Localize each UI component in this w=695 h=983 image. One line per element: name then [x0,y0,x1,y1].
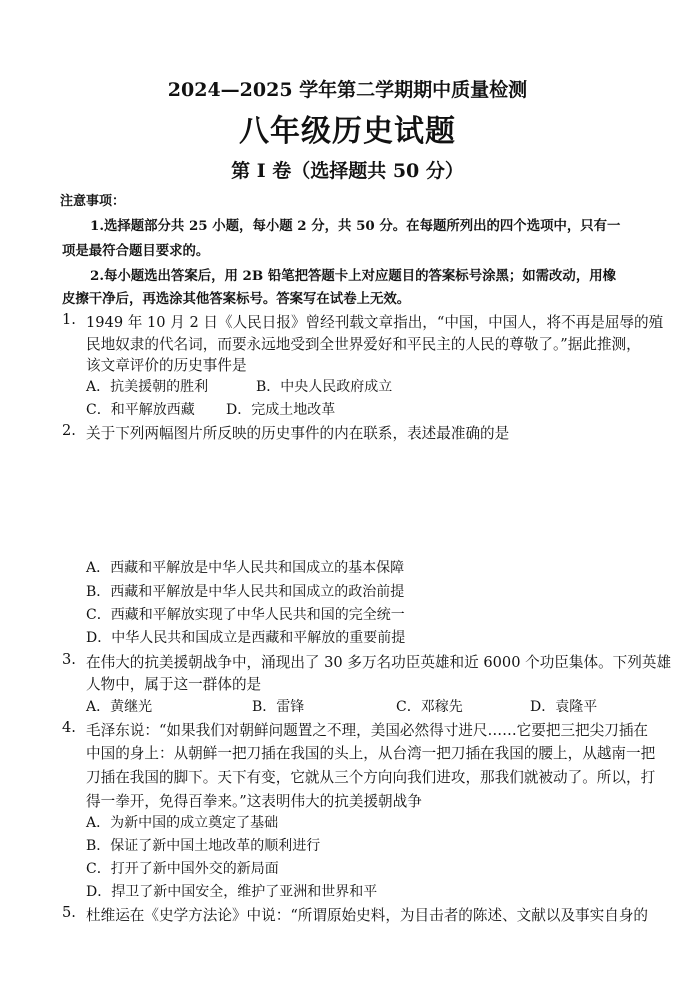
note-1-line-2: 项是最符合题目要求的。 [62,243,210,259]
question-4-line-4: 得一拳开，免得百拳来。”这表明伟大的抗美援朝战争 [86,793,422,810]
notes-heading: 注意事项： [60,194,126,209]
question-3-option-d: D．袁隆平 [530,699,598,715]
question-2-number: 2. [62,422,76,439]
question-1-line-2: 民地奴隶的代名词，而要永远地受到全世界爱好和平民主的人民的尊敬了。”据此推测， [86,336,641,353]
question-5-line-1: 杜维运在《史学方法论》中说：“所谓原始史料，为目击者的陈述、文献以及事实自身的 [86,907,649,924]
question-1-option-d: D．完成土地改革 [226,402,336,418]
question-1-option-a: A．抗美援朝的胜利 [86,379,209,395]
note-2-line-1: 2.每小题选出答案后，用 2B 铅笔把答题卡上对应题目的答案标号涂黑；如需改动，用橡 [90,268,616,284]
question-4-line-2: 中国的身上：从朝鲜一把刀插在我国的头上，从台湾一把刀插在我国的腰上，从越南一把 [86,745,656,762]
question-2-option-b: B．西藏和平解放是中华人民共和国成立的政治前提 [86,584,405,600]
question-3-option-c: C．邓稼先 [396,699,463,715]
question-1-number: 1. [62,311,76,328]
question-4-number: 4. [62,719,76,736]
question-1-option-b: B．中央人民政府成立 [256,379,393,395]
question-4-option-a: A．为新中国的成立奠定了基础 [86,815,279,831]
question-4-line-1: 毛泽东说：“如果我们对朝鲜问题置之不理，美国必然得寸进尺……它要把三把尖刀插在 [86,722,649,739]
subject-title: 八年级历史试题 [239,114,456,149]
question-3-option-b: B．雷锋 [252,699,305,715]
section-title: 第 I 卷（选择题共 50 分） [231,160,464,182]
question-1-line-1: 1949 年 10 月 2 日《人民日报》曾经刊载文章指出，“中国，中国人，将不再是屈辱的殖 [86,314,664,331]
question-2-option-a: A．西藏和平解放是中华人民共和国成立的基本保障 [86,560,405,576]
question-1-line-3: 该文章评价的历史事件是 [86,357,247,374]
question-3-line-2: 人物中，属于这一群体的是 [86,676,262,693]
question-5-number: 5. [62,904,76,921]
question-1-option-c: C．和平解放西藏 [86,402,195,418]
note-1-line-1: 1.选择题部分共 25 小题，每小题 2 分，共 50 分。在每题所列出的四个选项中，只有一 [90,218,621,234]
exam-title: 2024—2025 学年第二学期期中质量检测 [167,79,528,101]
question-4-option-b: B．保证了新中国土地改革的顺利进行 [86,838,321,854]
question-2-option-c: C．西藏和平解放实现了中华人民共和国的完全统一 [86,607,405,623]
question-4-option-d: D．捍卫了新中国安全，维护了亚洲和世界和平 [86,884,378,900]
question-2-line-1: 关于下列两幅图片所反映的历史事件的内在联系，表述最准确的是 [86,425,510,442]
question-4-line-3: 刀插在我国的脚下。天下有变，它就从三个方向向我们进攻，那我们就被动了。所以，打 [86,769,656,786]
question-4-option-c: C．打开了新中国外交的新局面 [86,861,279,877]
question-3-number: 3. [62,651,76,668]
question-3-line-1: 在伟大的抗美援朝战争中，涌现出了 30 多万名功臣英雄和近 6000 个功臣集体。下列英雄 [86,654,672,671]
question-2-image-area [88,450,628,545]
note-2-line-2: 皮擦干净后，再选涂其他答案标号。答案写在试卷上无效。 [62,291,411,307]
question-3-option-a: A．黄继光 [86,699,153,715]
question-2-option-d: D．中华人民共和国成立是西藏和平解放的重要前提 [86,630,406,646]
